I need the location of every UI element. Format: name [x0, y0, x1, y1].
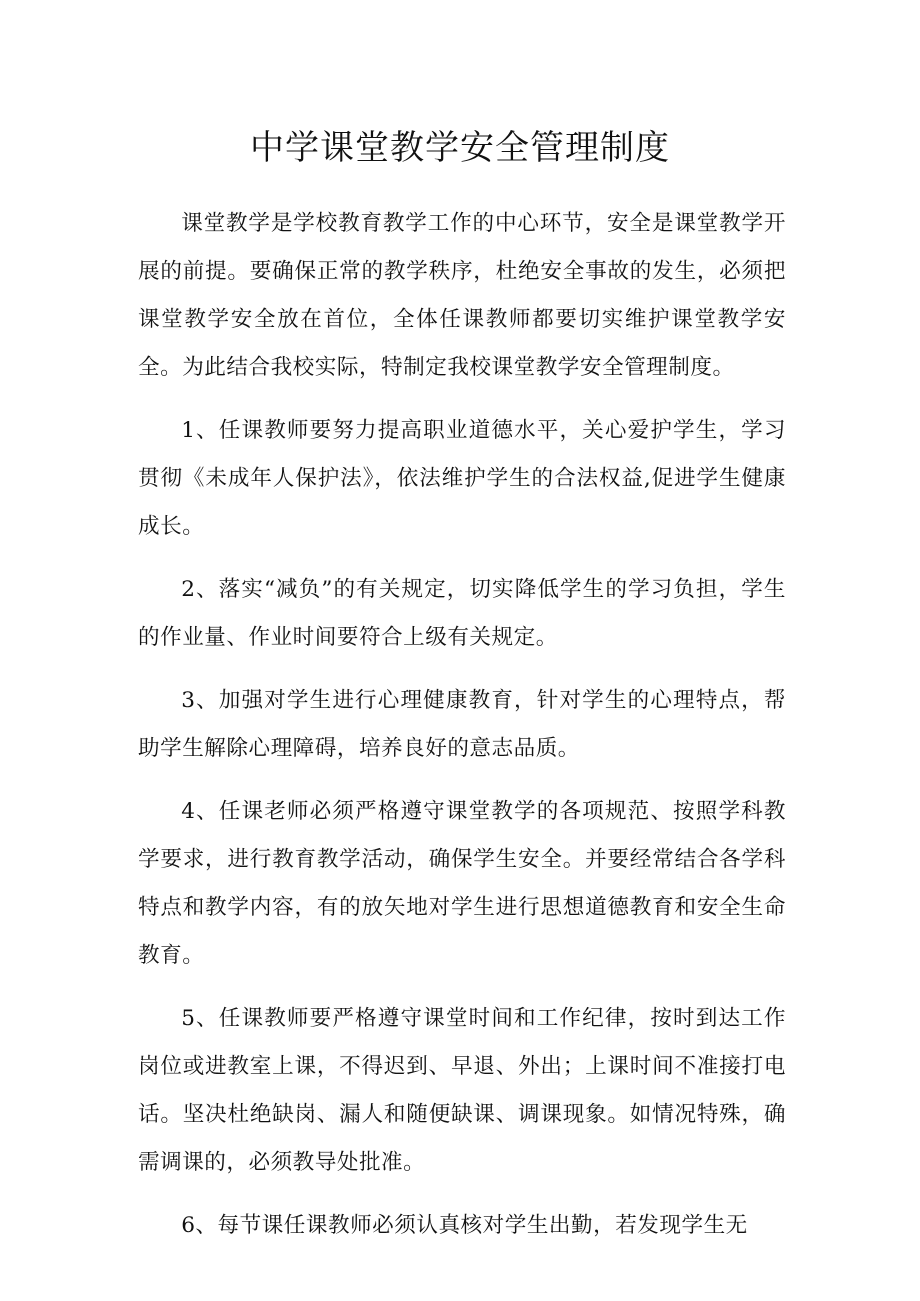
rule-paragraph-3: 3、加强对学生进行心理健康教育，针对学生的心理特点，帮助学生解除心理障碍，培养良好的意志品质。 — [138, 688, 786, 761]
document-title: 中学课堂教学安全管理制度 — [250, 128, 670, 168]
intro-paragraph: 课堂教学是学校教育教学工作的中心环节，安全是课堂教学开展的前提。要确保正常的教学秩序，杜绝安全事故的发生，必须把课堂教学安全放在首位，全体任课教师都要切实维护课堂教学安全。为此结合我校实际，特制定我校课堂教学安全管理制度。 — [138, 211, 786, 380]
rule-paragraph-4: 4、任课老师必须严格遵守课堂教学的各项规范、按照学科教学要求，进行教育教学活动，确保学生安全。并要经常结合各学科特点和教学内容，有的放矢地对学生进行思想道德教育和安全生命教育。 — [138, 799, 786, 968]
rule-paragraph-6: 6、每节课任课教师必须认真核对学生出勤，若发现学生无 — [181, 1213, 748, 1238]
rule-paragraph-5: 5、任课教师要严格遵守课堂时间和工作纪律，按时到达工作岗位或进教室上课，不得迟到、早退、外出；上课时间不准接打电话。坚决杜绝缺岗、漏人和随便缺课、调课现象。如情况特殊，确需调课的，必须教导处批准。 — [138, 1006, 786, 1175]
rule-paragraph-1: 1、任课教师要努力提高职业道德水平，关心爱护学生，学习贯彻《未成年人保护法》，依法维护学生的合法权益,促进学生健康成长。 — [138, 418, 786, 539]
document-body — [138, 200, 786, 1265]
rule-paragraph-2: 2、落实“减负”的有关规定，切实降低学生的学习负担，学生的作业量、作业时间要符合上级有关规定。 — [138, 577, 786, 650]
